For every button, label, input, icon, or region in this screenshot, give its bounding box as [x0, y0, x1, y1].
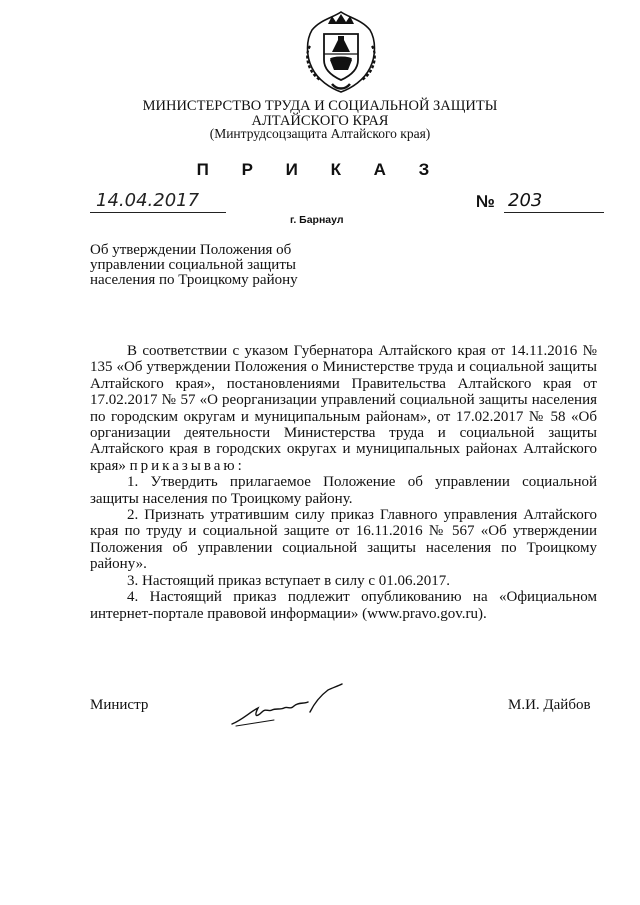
signer-name: М.И. Дайбов	[508, 697, 591, 713]
ministry-short-name: (Минтрудсоцзащита Алтайского края)	[209, 126, 431, 141]
document-title: П Р И К А З	[196, 160, 444, 179]
document-number: 203	[504, 190, 604, 213]
order-item: 3. Настоящий приказ вступает в силу с 01.06.2017.	[127, 572, 450, 589]
ministry-region-line: АЛТАЙСКОГО КРАЯ	[251, 113, 389, 129]
number-label: №	[476, 192, 495, 211]
document-city: г. Барнаул	[290, 214, 344, 226]
order-item: 1. Утвердить прилагаемое Положение об управлении социальной защиты населения по Троицкому району.	[90, 474, 597, 507]
signer-position: Министр	[90, 697, 149, 713]
subject-line: населения по Троицкому району	[90, 272, 298, 288]
document-body	[90, 343, 597, 622]
preamble-text: В соответствии с указом Губернатора Алтайского края от 14.11.2016 № 135 «Об утверждении Положения о Министерстве труда и социальной защиты Алтайского края», постановлениями Правительства Алтайского края от 17.02.2017 № 57 «О реорганизации управлений социальной защиты населения по городским округам и муниципальным районам», от 17.02.2017 № 58 «Об организации деятельности Министерства труда и социальной защиты Алтайского края в городских округах и муниципальных районах Алтайского края»	[90, 343, 597, 474]
ministry-name	[0, 99, 640, 129]
coat-of-arms-icon	[302, 10, 380, 94]
subject-line: Об утверждении Положения об	[90, 242, 292, 258]
document-subject	[90, 243, 336, 288]
preamble-paragraph	[90, 343, 597, 474]
handwritten-signature	[228, 682, 346, 732]
ministry-name-line: МИНИСТЕРСТВО ТРУДА И СОЦИАЛЬНОЙ ЗАЩИТЫ	[142, 98, 498, 114]
document-date: 14.04.2017	[90, 190, 226, 213]
subject-line: управлении социальной защиты	[90, 257, 296, 273]
order-item: 2. Признать утратившим силу приказ Главного управления Алтайского края по труду и социальной защите от 16.11.2016 № 567 «Об утверждении Положения об управлении социальной защиты населения по Троицкому району».	[90, 507, 597, 573]
order-item: 4. Настоящий приказ подлежит опубликованию на «Официальном интернет-портале правовой информации» (www.pravo.gov.ru).	[90, 589, 597, 622]
order-word: приказываю:	[129, 457, 245, 474]
